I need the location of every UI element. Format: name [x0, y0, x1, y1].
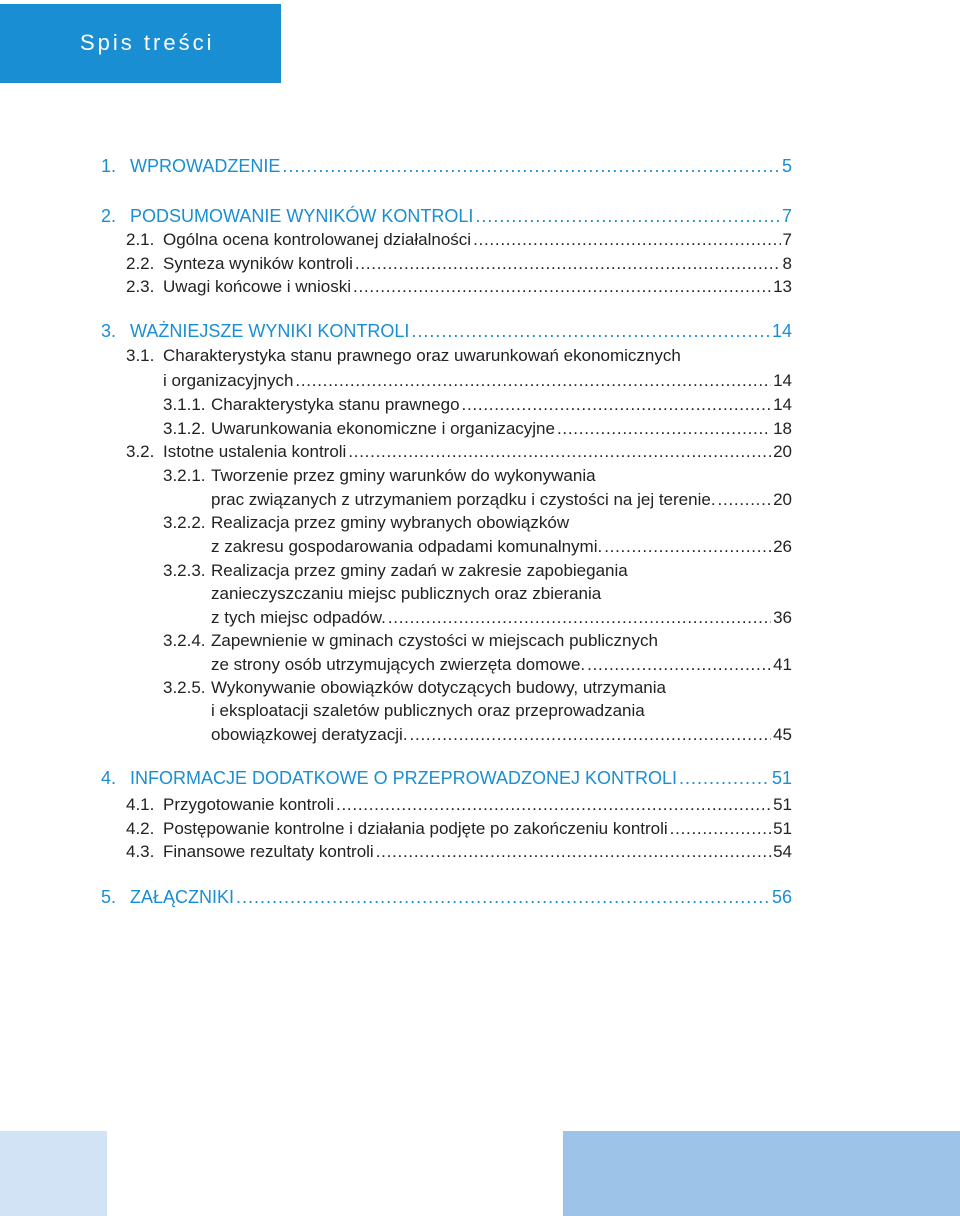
toc-entry-3-2-4[interactable] — [163, 630, 658, 652]
toc-title: INFORMACJE DODATKOWE O PRZEPROWADZONEJ KONTROLI — [130, 768, 678, 788]
toc-entry-3-2[interactable] — [126, 441, 792, 463]
page-title: Spis treści — [80, 30, 215, 55]
toc-leader — [388, 607, 771, 629]
toc-leader — [718, 489, 772, 511]
toc-entry-2-2[interactable] — [126, 253, 792, 275]
toc-entry-2-1[interactable] — [126, 229, 792, 251]
toc-page: 7 — [781, 206, 792, 226]
toc-page: 54 — [773, 842, 792, 861]
toc-title: Przygotowanie kontroli — [163, 795, 335, 814]
toc-leader — [353, 276, 771, 298]
toc-entry-3-2-1[interactable] — [163, 465, 596, 487]
toc-entry-3-2-5[interactable] — [163, 677, 666, 699]
toc-number: 3.2.2. — [163, 513, 206, 532]
toc-title: Finansowe rezultaty kontroli — [163, 842, 374, 861]
toc-number: 3.2.3. — [163, 561, 206, 580]
toc-entry-3-2-5-cont2[interactable] — [211, 724, 792, 746]
toc-entry-3-2-3-cont2[interactable] — [211, 607, 792, 629]
toc-title: Charakterystyka stanu prawnego — [211, 395, 460, 414]
toc-number: 3. — [101, 321, 117, 341]
toc-number: 4. — [101, 768, 117, 788]
toc-number: 4.3. — [126, 842, 155, 861]
toc-entry-5[interactable] — [101, 886, 792, 908]
toc-number: 4.2. — [126, 819, 155, 838]
toc-leader — [475, 205, 780, 227]
toc-title: Istotne ustalenia kontroli — [163, 442, 347, 461]
toc-title: Realizacja przez gminy zadań w zakresie zapobiegania — [211, 561, 628, 580]
toc-number: 3.1.1. — [163, 395, 206, 414]
toc-page: 5 — [781, 156, 792, 176]
toc-entry-3[interactable] — [101, 320, 792, 342]
toc-page: 36 — [773, 608, 792, 627]
toc-leader — [679, 767, 770, 789]
toc-number: 3.2.1. — [163, 466, 206, 485]
toc-leader — [236, 886, 770, 908]
toc-title: Synteza wyników kontroli — [163, 254, 353, 273]
toc-page: 26 — [773, 537, 792, 556]
toc-page: 41 — [773, 655, 792, 674]
toc-title: Wykonywanie obowiązków dotyczących budowy, utrzymania — [211, 678, 666, 697]
toc-leader — [462, 394, 772, 416]
toc-number: 2.2. — [126, 254, 155, 273]
toc-title: ZAŁĄCZNIKI — [130, 887, 235, 907]
toc-entry-3-2-5-cont — [211, 700, 645, 722]
toc-title: WPROWADZENIE — [130, 156, 281, 176]
toc-entry-3-2-3[interactable] — [163, 560, 628, 582]
toc-entry-4[interactable] — [101, 767, 792, 789]
toc-title: Uwagi końcowe i wnioski — [163, 277, 352, 296]
toc-title-cont: ze strony osób utrzymujących zwierzęta domowe. — [211, 655, 586, 674]
toc-page: 7 — [782, 230, 792, 249]
toc-title: PODSUMOWANIE WYNIKÓW KONTROLI — [130, 206, 474, 226]
toc-leader — [282, 155, 780, 177]
toc-entry-1[interactable] — [101, 155, 792, 177]
toc-page: 51 — [771, 768, 792, 788]
toc-entry-4-2[interactable] — [126, 818, 792, 840]
toc-page: 14 — [773, 371, 792, 390]
toc-page: 18 — [773, 419, 792, 438]
toc-number: 3.2.4. — [163, 631, 206, 650]
toc-leader — [557, 418, 771, 440]
toc-entry-3-2-1-cont[interactable] — [211, 489, 792, 511]
toc-page: 45 — [773, 725, 792, 744]
toc-entry-3-2-2-cont[interactable] — [211, 536, 792, 558]
toc-leader — [336, 794, 771, 816]
toc-leader — [604, 536, 771, 558]
toc-title: Zapewnienie w gminach czystości w miejscach publicznych — [211, 631, 658, 650]
toc-entry-3-1-1[interactable] — [163, 394, 792, 416]
toc-title: Uwarunkowania ekonomiczne i organizacyjne — [211, 419, 555, 438]
toc-title: Realizacja przez gminy wybranych obowiązków — [211, 513, 570, 532]
toc-page: 51 — [773, 819, 792, 838]
toc-entry-3-1-cont[interactable] — [163, 370, 792, 392]
toc-title-cont: z zakresu gospodarowania odpadami komunalnymi. — [211, 537, 603, 556]
toc-leader — [295, 370, 771, 392]
toc-number: 3.1.2. — [163, 419, 206, 438]
toc-title: Postępowanie kontrolne i działania podjęte po zakończeniu kontroli — [163, 819, 668, 838]
toc-page: 14 — [771, 321, 792, 341]
toc-entry-3-2-3-cont — [211, 583, 601, 605]
toc-number: 2. — [101, 206, 117, 226]
toc-number: 3.2.5. — [163, 678, 206, 697]
footer-block-blue — [563, 1131, 960, 1216]
toc-number: 1. — [101, 156, 117, 176]
toc-title-cont: zanieczyszczaniu miejsc publicznych oraz zbierania — [211, 584, 602, 603]
toc-entry-4-3[interactable] — [126, 841, 792, 863]
toc-leader — [376, 841, 771, 863]
toc-entry-2-3[interactable] — [126, 276, 792, 298]
toc-title-cont: obowiązkowej deratyzacji. — [211, 725, 408, 744]
toc-title-cont: i organizacyjnych — [163, 371, 294, 390]
toc-leader — [587, 654, 771, 676]
toc-title: Tworzenie przez gminy warunków do wykonywania — [211, 466, 596, 485]
toc-page: 56 — [771, 887, 792, 907]
toc-number: 5. — [101, 887, 117, 907]
toc-page: 8 — [782, 254, 792, 273]
toc-title: Charakterystyka stanu prawnego oraz uwarunkowań ekonomicznych — [163, 346, 681, 365]
toc-entry-3-1-2[interactable] — [163, 418, 792, 440]
toc-page: 20 — [773, 490, 792, 509]
toc-entry-3-2-4-cont[interactable] — [211, 654, 792, 676]
toc-title-cont: i eksploatacji szaletów publicznych oraz przeprowadzania — [211, 701, 645, 720]
footer-block-light — [0, 1131, 107, 1216]
toc-entry-4-1[interactable] — [126, 794, 792, 816]
toc-leader — [355, 253, 781, 275]
toc-title: WAŻNIEJSZE WYNIKI KONTROLI — [130, 321, 410, 341]
toc-leader — [410, 724, 772, 746]
toc-number: 2.3. — [126, 277, 155, 296]
toc-leader — [670, 818, 771, 840]
toc-page: 51 — [773, 795, 792, 814]
toc-number: 2.1. — [126, 230, 155, 249]
toc-page: 20 — [773, 442, 792, 461]
toc-entry-2[interactable] — [101, 205, 792, 227]
toc-leader — [411, 320, 770, 342]
toc-number: 4.1. — [126, 795, 155, 814]
toc-title-cont: z tych miejsc odpadów. — [211, 608, 386, 627]
toc-title: Ogólna ocena kontrolowanej działalności — [163, 230, 472, 249]
toc-number: 3.2. — [126, 442, 155, 461]
toc-page: 14 — [773, 395, 792, 414]
toc-title-cont: prac związanych z utrzymaniem porządku i czystości na jej terenie. — [211, 490, 716, 509]
toc-entry-3-1[interactable] — [126, 345, 681, 367]
toc-entry-3-2-2[interactable] — [163, 512, 569, 534]
toc-number: 3.1. — [126, 346, 155, 365]
toc-leader — [473, 229, 780, 251]
toc-page: 13 — [773, 277, 792, 296]
toc-leader — [348, 441, 771, 463]
